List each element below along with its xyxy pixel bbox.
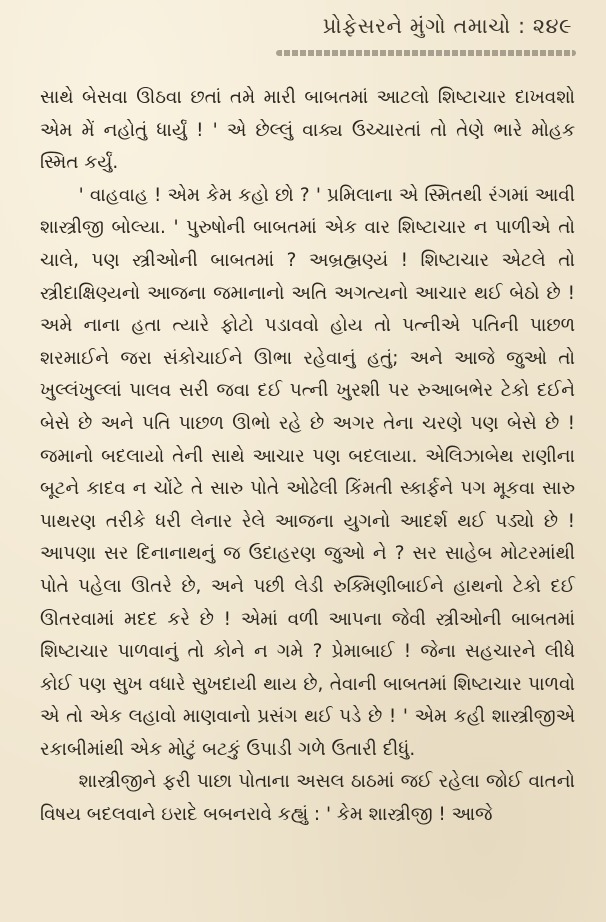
paragraph-babanrao: શાસ્ત્રીજીને ફરી પાછા પોતાના અસલ ઠાઠમાં જઈ રહેલા જોઈ વાતનો વિષય બદલવાને ઇરાદે બબનરાવે કહ્યું : ' કેમ શાસ્ત્રીજી ! આજે [40, 771, 575, 826]
running-head-underline [276, 50, 576, 56]
paragraph-continuation: સાથે બેસવા ઊઠવા છતાં તમે મારી બાબતમાં આટલો શિષ્ટાચાર દાખવશો એમ મેં નહોતું ધાર્યું ! ' એ છેલ્લું વાક્ય ઉચ્ચારતાં તો તેણે ભારે મોહક સ્મિત કર્યું. [40, 87, 575, 174]
body-text [40, 82, 575, 832]
running-head: પ્રોફેસરને મુંગો તમાચો : ૨૪૯ [322, 14, 572, 38]
paragraph-shastriji-reply: ' વાહવાહ ! એમ કેમ કહો છો ? ' પ્રમિલાના એ સ્મિતથી રંગમાં આવી શાસ્ત્રીજી બોલ્યા. ' પુરુષોની બાબતમાં એક વાર શિષ્ટાચાર ન પાળીએ તો ચાલે, પણ સ્ત્રીઓની બાબતમાં ? અબ્રહ્મણ્યં ! શિષ્ટાચાર એટલે તો સ્ત્રીદાક્ષિણ્યનો આજના જમાનાનો અતિ અગત્યનો આચાર થઈ બેઠો છે ! અમે નાના હતા ત્યારે ફોટો પડાવવો હોય તો પત્નીએ પતિની પાછળ શરમાઈને જરા સંકોચાઈને ઊભા રહેવાનું હતું; અને આજે જુઓ તો ખુલ્લંખુલ્લાં પાલવ સરી જવા દઈ પત્ની ખુરશી પર રુઆબભેર ટેકો દઈને બેસે છે અને પતિ પાછળ ઊભો રહે છે અગર તેના ચરણે પણ બેસે છે ! જમાનો બદલાયો તેની સાથે આચાર પણ બદલાયા. એલિઝાબેથ રાણીના બૂટને કાદવ ન ચોંટે તે સારુ પોતે ઓઢેલી કિંમતી સ્કાર્ફને પગ મૂકવા સારુ પાથરણ તરીકે ધરી લેનાર રેલે આજના યુગનો આદર્શ થઈ પડ્યો છે ! આપણા સર દિનાનાથનું જ ઉદાહરણ જુઓ ને ? સર સાહેબ મોટરમાંથી પોતે પહેલા ઊતરે છે, અને પછી લેડી રુક્મિણીબાઈને હાથનો ટેકો દઈ ઊતરવામાં મદદ કરે છે ! એમાં વળી આપના જેવી સ્ત્રીઓની બાબતમાં શિષ્ટાચાર પાળવાનું તો કોને ન ગમે ? પ્રેમાબાઈ ! જેના સહચારને લીધે કોઈ પણ સુખ વધારે સુખદાયી થાય છે, તેવાની બાબતમાં શિષ્ટાચાર પાળવો એ તો એક લહાવો માણવાનો પ્રસંગ થઈ પડે છે ! ' એમ કહી શાસ્ત્રીજીએ રકાબીમાંથી એક મોટું બટકું ઉપાડી ગળે ઉતારી દીધું. [40, 184, 575, 760]
